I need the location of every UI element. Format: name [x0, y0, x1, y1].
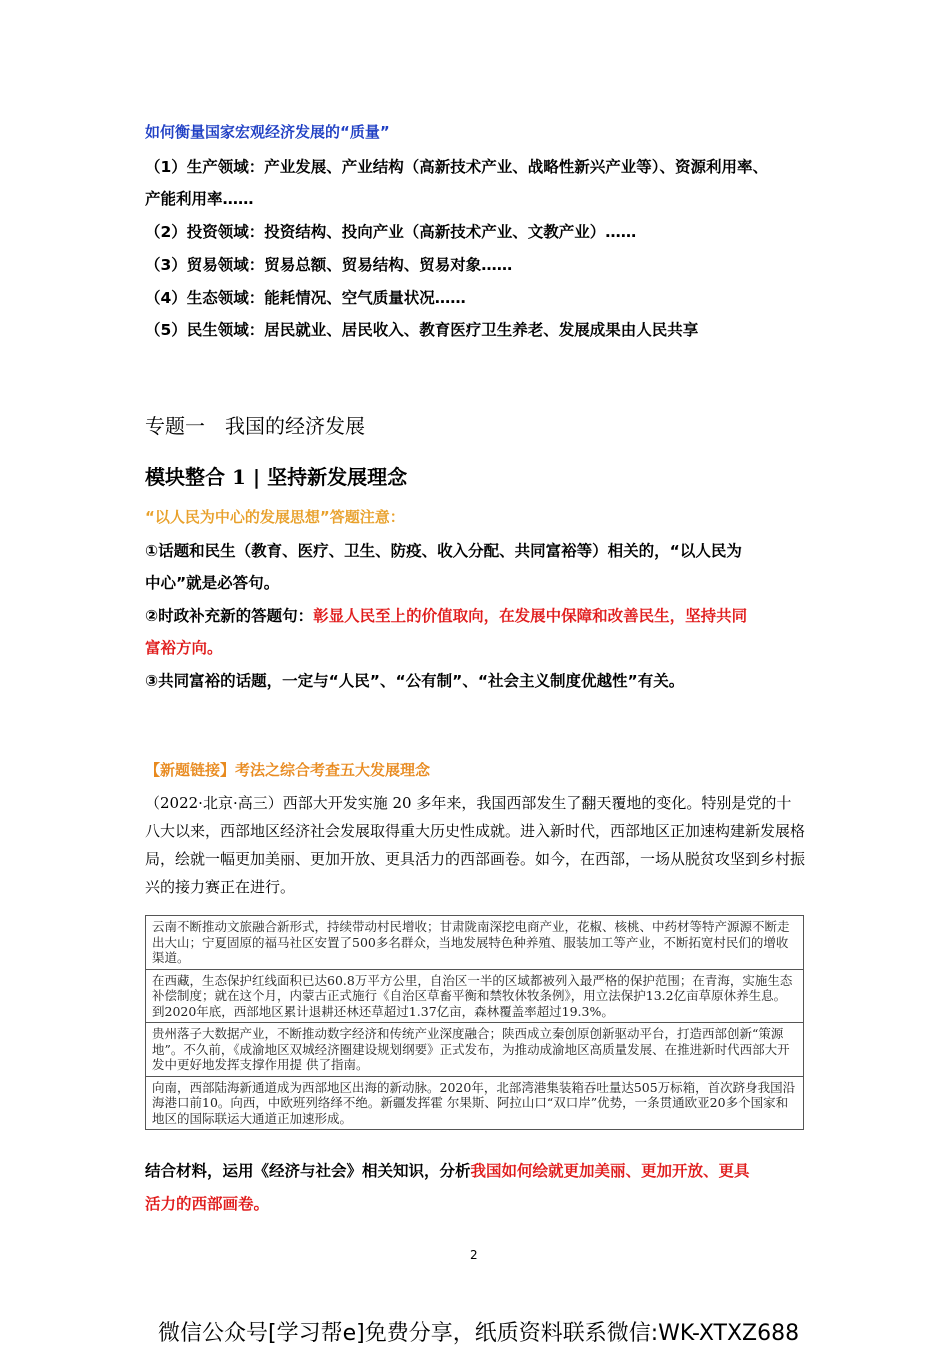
list-item: （1）生产领域：产业发展、产业结构（高新技术产业、战略性新兴产业等）、资源利用率、 — [145, 158, 769, 176]
notice-point-1-cont: 中心”就是必答句。 — [145, 574, 280, 592]
list-item: 产能利用率…… — [145, 190, 254, 208]
material-table — [145, 915, 804, 1130]
list-item: （4）生态领域：能耗情况、空气质量状况…… — [145, 289, 466, 307]
passage: （2022·北京·高三）西部大开发实施 20 多年来，我国西部发生了翻天覆地的变化。特别是党的十八大以来，西部地区经济社会发展取得重大历史性成就。进入新时代，西部地区正加速构建新发展格局，绘就一幅更加美丽、更加开放、更具活力的西部画卷。如今，在西部，一场从脱贫攻坚到乡村振兴的接力赛正在进行。 — [145, 794, 806, 896]
notice-point-2-highlight: 彰显人民至上的价值取向，在发展中保障和改善民生，坚持共同 — [313, 607, 748, 625]
question-highlight: 我国如何绘就更加美丽、更加开放、更具 — [470, 1162, 750, 1180]
table-row: 向南，西部陆海新通道成为西部地区出海的新动脉。2020年，北部湾港集装箱吞吐量达505万标箱，首次跻身我国沿海港口前10。向西，中欧班列络绎不绝。新疆发挥霍 尔果斯、阿拉山口“双口岸”优势，一条贯通欧亚20多个国家和地区的国际联运大通道正加速形成。 — [152, 1079, 796, 1126]
topic-heading: 专题一 我国的经济发展 — [145, 414, 365, 438]
notice-point-2-prefix: ②时政补充新的答题句： — [145, 607, 314, 625]
notice-point-2-highlight-cont: 富裕方向。 — [145, 639, 223, 657]
new-question-link-title: 【新题链接】考法之综合考查五大发展理念 — [145, 761, 431, 779]
module-heading: 模块整合 1 | 坚持新发展理念 — [145, 465, 408, 489]
notice-title: “以人民为中心的发展思想”答题注意： — [145, 508, 405, 526]
question — [145, 1159, 750, 1181]
question-prefix: 结合材料，运用《经济与社会》相关知识，分析 — [145, 1162, 471, 1180]
list-item: （3）贸易领域：贸易总额、贸易结构、贸易对象…… — [145, 256, 513, 274]
notice-point-2 — [145, 604, 747, 626]
table-row: 在西藏，生态保护红线面积已达60.8万平方公里，自治区一半的区域都被列入最严格的保护范围；在青海，实施生态补偿制度；就在这个月，内蒙古正式施行《自治区草畜平衡和禁牧休牧条例》，用立法保护13.2亿亩草原休养生息。到2020年底，西部地区累计退耕还林还草超过1.37亿亩，森林覆盖率超过19.3%。 — [146, 970, 803, 1024]
notice-point-1: ①话题和民生（教育、医疗、卫生、防疫、收入分配、共同富裕等）相关的，“以人民为 — [145, 542, 742, 560]
notice-point-3: ③共同富裕的话题，一定与“人民”、“公有制”、“社会主义制度优越性”有关。 — [145, 672, 685, 690]
section-title: 如何衡量国家宏观经济发展的“质量” — [145, 123, 390, 141]
list-item: （5）民生领域：居民就业、居民收入、教育医疗卫生养老、发展成果由人民共享 — [145, 321, 699, 339]
table-row: 云南不断推动文旅融合新形式，持续带动村民增收；甘肃陇南深挖电商产业，花椒、核桃、中药材等特产源源不断走出大山；宁夏固原的福马社区安置了500多名群众，当地发展特色种养殖、服装加工等产业，不断拓宽村民们的增收渠道。 — [146, 916, 803, 970]
list-item: （2）投资领域：投资结构、投向产业（高新技术产业、文教产业）…… — [145, 223, 637, 241]
table-row: 贵州落子大数据产业，不断推动数字经济和传统产业深度融合；陕西成立秦创原创新驱动平台，打造西部创新“策源地”。不久前，《成渝地区双城经济圈建设规划纲要》正式发布，为推动成渝地区高质量发展、在推进新时代西部大开发中更好地发挥支撑作用提 供了指南。 — [146, 1023, 803, 1077]
page-number: 2 — [470, 1248, 478, 1262]
question-highlight-cont: 活力的西部画卷。 — [145, 1195, 270, 1213]
footer-watermark: 微信公众号[学习帮e]免费分享，纸质资料联系微信:WK-XTXZ688 — [158, 1321, 800, 1346]
